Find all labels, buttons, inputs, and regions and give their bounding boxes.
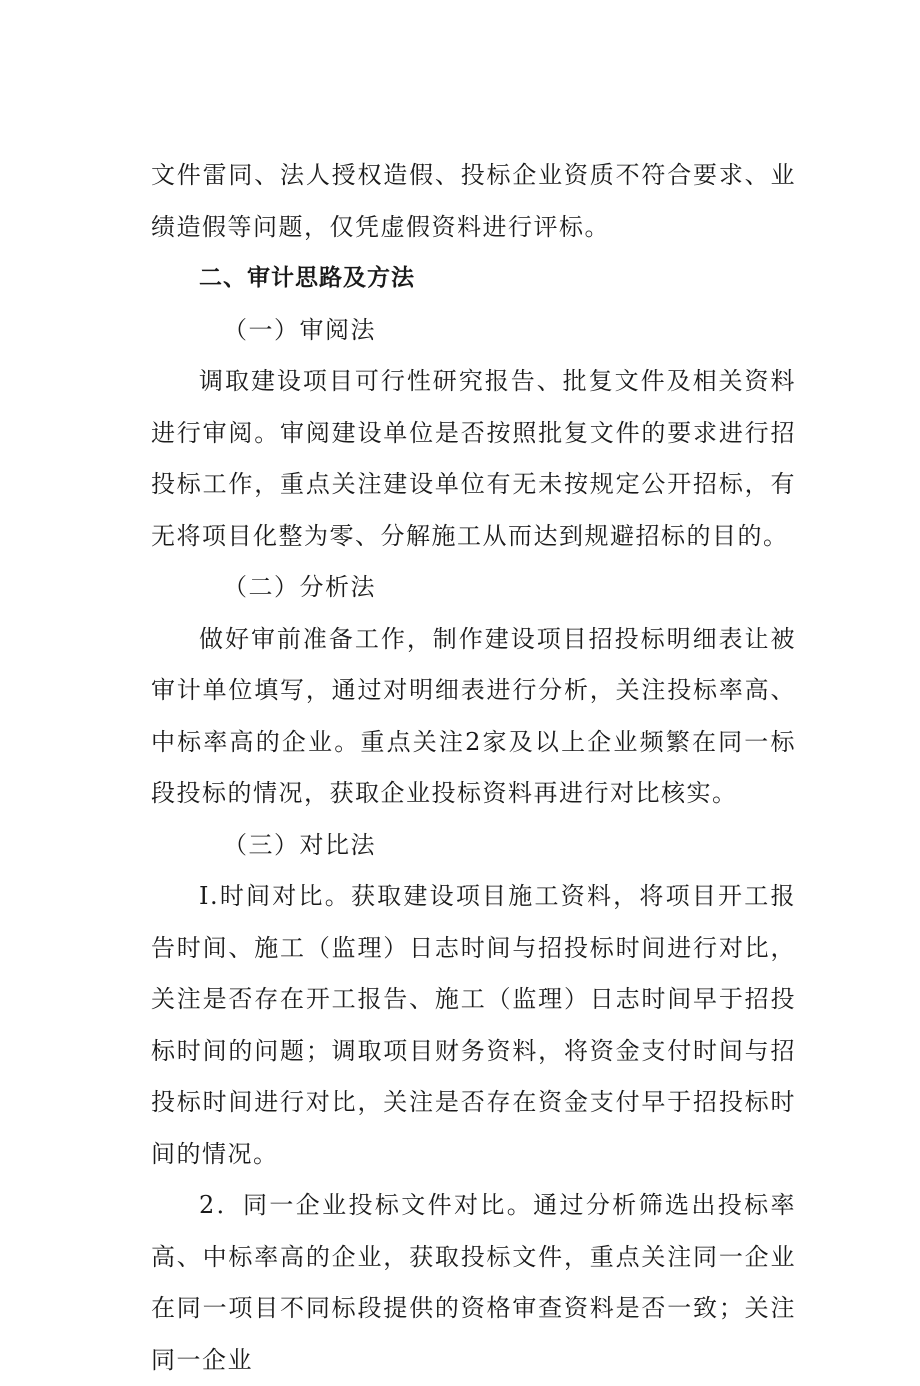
section-heading-audit-approach: 二、审计思路及方法 — [199, 265, 415, 291]
subheading-analysis-method: （二）分析法 — [223, 573, 376, 601]
subheading-comparison-method: （三）对比法 — [223, 830, 376, 859]
paragraph-time-comparison: I.时间对比。获取建设项目施工资料，将项目开工报告时间、施工（监理）日志时间与招投标时间进行对比，关注是否存在开工报告、施工（监理）日志时间早于招投标时间的问题；调取项目财务资料，将资金支付时间与招投标时间进行对比，关注是否存在资金支付早于招投标时间的情况。 — [151, 882, 796, 1168]
paragraph-analysis-method: 做好审前准备工作，制作建设项目招投标明细表让被审计单位填写，通过对明细表进行分析，关注投标率高、中标率高的企业。重点关注2家及以上企业频繁在同一标段投标的情况，获取企业投标资料再进行对比核实。 — [151, 624, 796, 807]
paragraph-continued: 文件雷同、法人授权造假、投标企业资质不符合要求、业绩造假等问题，仅凭虚假资料进行评标。 — [151, 161, 796, 241]
paragraph-bid-document-comparison: 2．同一企业投标文件对比。通过分析筛选出投标率高、中标率高的企业，获取投标文件，重点关注同一企业在同一项目不同标段提供的资格审查资料是否一致；关注同一企业 — [151, 1191, 796, 1374]
document-body — [151, 150, 796, 1386]
paragraph-review-method: 调取建设项目可行性研究报告、批复文件及相关资料进行审阅。审阅建设单位是否按照批复文件的要求进行招投标工作，重点关注建设单位有无未按规定公开招标，有无将项目化整为零、分解施工从而达到规避招标的目的。 — [151, 367, 796, 550]
subheading-review-method: （一）审阅法 — [223, 315, 376, 344]
